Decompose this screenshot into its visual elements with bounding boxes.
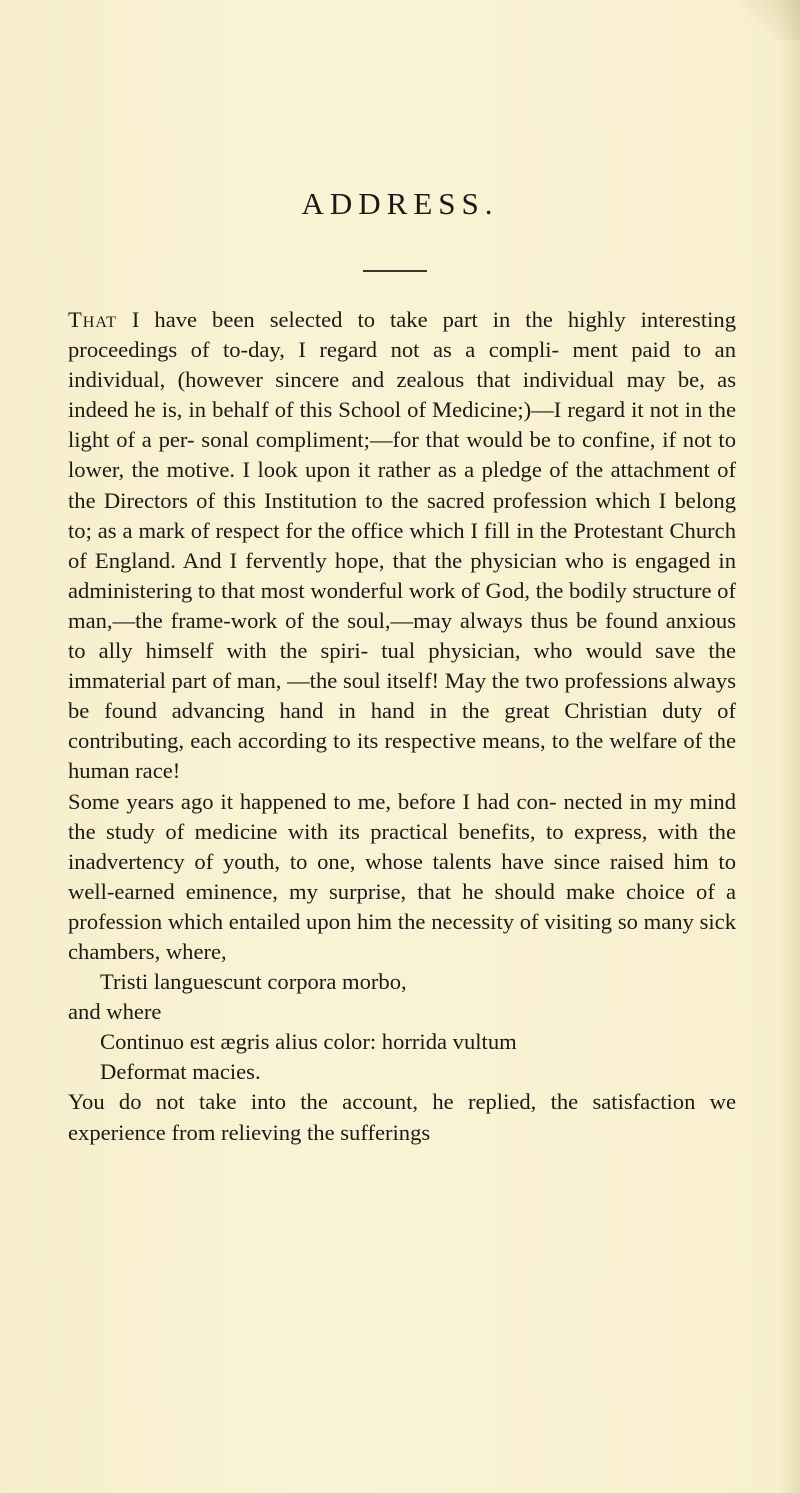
connector-line: and where — [68, 999, 162, 1025]
verse-line-1: Tristi languescunt corpora morbo, — [100, 969, 407, 995]
opening-word: That — [68, 307, 117, 332]
body-text — [68, 305, 736, 1148]
verse-line-3: Deformat macies. — [100, 1059, 261, 1085]
title-divider — [363, 270, 427, 272]
verse-line-2: Continuo est ægris alius color: horrida vultum — [100, 1029, 517, 1055]
paragraph-3: You do not take into the account, he replied, the satisfaction we experience from relieving the sufferings — [68, 1089, 736, 1145]
page-title: ADDRESS. — [301, 186, 499, 221]
paragraph-1 — [68, 305, 736, 787]
page-corner-shading — [740, 0, 800, 40]
paragraph-1-text: I have been selected to take part in the highly interesting proceedings of to-day, I regard not as a compli- ment paid to an individual, (however sincere and zealous that individual may be, as indeed he is, in behalf of this School of Medicine;)—I regard it not in the light of a per- sonal compliment;—for that would be to confine, if not to lower, the motive. I look upon it rather as a pledge of the attachment of the Directors of this Institution to the sacred profession which I belong to; as a mark of respect for the office which I fill in the Protestant Church of England. And I fervently hope, that the physician who is engaged in administering to that most wonderful work of God, the bodily structure of man,—the frame-work of the soul,—may always thus be found anxious to ally himself with the spiri- tual physician, who would save the immaterial part of man, —the soul itself! May the two professions always be found advancing hand in hand in the great Christian duty of contributing, each according to its respective means, to the welfare of the human race! — [68, 307, 736, 784]
page-edge-shadow — [778, 0, 800, 1493]
paragraph-2: Some years ago it happened to me, before I had con- nected in my mind the study of medicine with its practical benefits, to express, with the inadvertency of youth, to one, whose talents have since raised him to well-earned eminence, my surprise, that he should make choice of a profession which entailed upon him the necessity of visiting so many sick chambers, where, — [68, 788, 736, 964]
